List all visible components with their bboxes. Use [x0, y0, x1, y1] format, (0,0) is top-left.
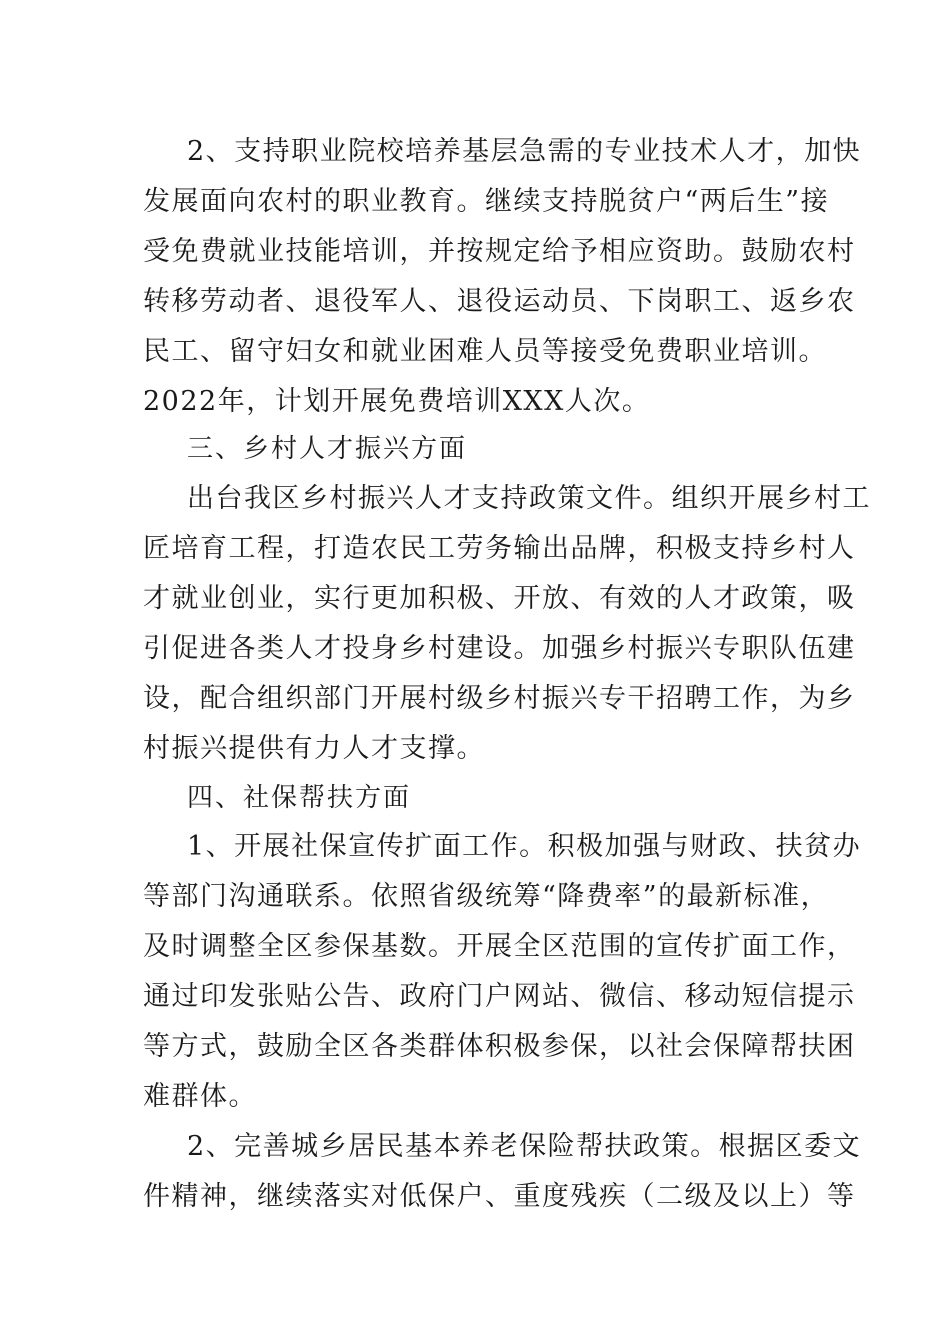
paragraph-line: 村振兴提供有力人才支撑。: [143, 733, 485, 764]
paragraph-line: 受免费就业技能培训，并按规定给予相应资助。鼓励农村: [143, 236, 856, 267]
paragraph-line: 等方式，鼓励全区各类群体积极参保，以社会保障帮扶困: [143, 1031, 856, 1062]
section-heading: 四、社保帮扶方面: [187, 783, 412, 813]
paragraph-line: 2、支持职业院校培养基层急需的专业技术人才，加快: [187, 136, 862, 167]
section-heading: 三、乡村人才振兴方面: [187, 434, 468, 464]
paragraph-line: 及时调整全区参保基数。开展全区范围的宣传扩面工作，: [143, 931, 856, 962]
paragraph-line: 2022年，计划开展免费培训XXX人次。: [143, 386, 651, 417]
paragraph-line: 1、开展社保宣传扩面工作。积极加强与财政、扶贫办: [187, 831, 862, 862]
paragraph-line: 设，配合组织部门开展村级乡村振兴专干招聘工作，为乡: [143, 683, 856, 714]
paragraph-line: 出台我区乡村振兴人才支持政策文件。组织开展乡村工: [187, 483, 871, 514]
paragraph-line: 件精神，继续落实对低保户、重度残疾（二级及以上）等: [143, 1181, 856, 1212]
paragraph-line: 通过印发张贴公告、政府门户网站、微信、移动短信提示: [143, 981, 856, 1012]
paragraph-line: 转移劳动者、退役军人、退役运动员、下岗职工、返乡农: [143, 286, 856, 317]
paragraph-line: 引促进各类人才投身乡村建设。加强乡村振兴专职队伍建: [143, 633, 856, 664]
paragraph-line: 等部门沟通联系。依照省级统筹“降费率”的最新标准，: [143, 881, 830, 912]
paragraph-line: 难群体。: [143, 1081, 257, 1112]
paragraph-line: 发展面向农村的职业教育。继续支持脱贫户“两后生”接: [143, 186, 830, 217]
paragraph-line: 才就业创业，实行更加积极、开放、有效的人才政策，吸: [143, 583, 856, 614]
paragraph-line: 2、完善城乡居民基本养老保险帮扶政策。根据区委文: [187, 1131, 862, 1162]
paragraph-line: 匠培育工程，打造农民工劳务输出品牌，积极支持乡村人: [143, 533, 856, 564]
paragraph-line: 民工、留守妇女和就业困难人员等接受免费职业培训。: [143, 336, 827, 367]
